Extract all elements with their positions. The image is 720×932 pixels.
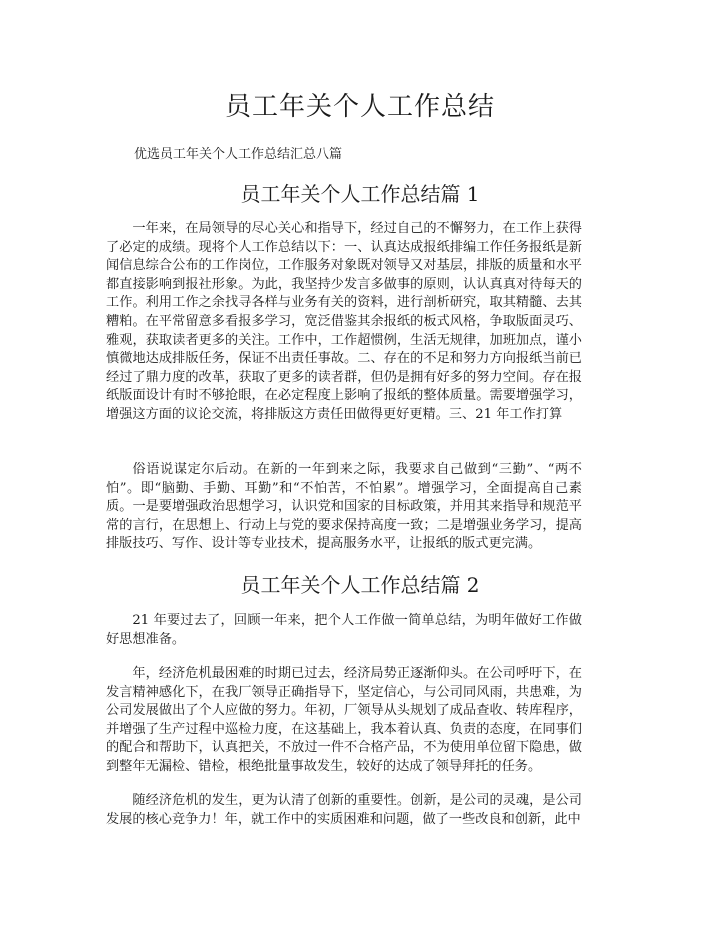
section-1-paragraph-2: 俗语说谋定尔后动。在新的一年到来之际，我要求自己做到“三勤”、“两不怕”。即“脑勤、手勤、耳勤”和“不怕苦，不怕累”。增强学习，全面提高自己素质。一是要增强政治思想学习，认识党和国家的目标政策，并用其来指导和规范平常的言行，在思想上、行动上与党的要求保持高度一致；二是增强业务学习，提高排版技巧、写作、设计等专业技术，提高服务水平，让报纸的版式更完满。 bbox=[106, 462, 582, 552]
document-title: 员工年关个人工作总结 bbox=[224, 92, 495, 122]
section-1-paragraph-1: 一年来，在局领导的尽心关心和指导下，经过自己的不懈努力，在工作上获得了必定的成绩。现将个人工作总结以下：一、认真达成报纸排编工作任务报纸是新闻信息综合公布的工作岗位，工作服务对象既对领导又对基层，排版的质量和水平都直接影响到报社形象。为此，我坚持少发言多做事的原则，认认真真对待每天的工作。利用工作之余找寻各样与业务有关的资料，进行剖析研究，取其精髓、去其糟粕。在平常留意多看报多学习，宽泛借鉴其余报纸的板式风格，争取版面灵巧、雅观，获取读者更多的关注。工作中，工作超惯例，生活无规律，加班加点，谨小慎微地达成排版任务，保证不出责任事故。二、存在的不足和努力方向报纸当前已经过了鼎力度的改革，获取了更多的读者群，但仍是拥有好多的努力空间。存在报纸版面设计有时不够抢眼，在必定程度上影响了报纸的整体质量。需要增强学习，增强这方面的议论交流，将排版这方责任田做得更好更精。三、21 年工作打算 bbox=[106, 221, 582, 422]
section-2-paragraph-2: 年，经济危机最困难的时期已过去，经济局势正逐渐仰头。在公司呼吁下，在发言精神感化下，在我厂领导正确指导下，坚定信心，与公司同风雨，共患难，为公司发展做出了个人应做的努力。年初，厂领导从头规划了成品查收、转库程序，并增强了生产过程中巡检力度，在这基础上，我本着认真、负责的态度，在同事们的配合和帮助下，认真把关，不放过一件不合格产品，不为使用单位留下隐患，做到整年无漏检、错检，根绝批量事故发生，较好的达成了领导拜托的任务。 bbox=[106, 666, 582, 774]
section-1-heading: 员工年关个人工作总结篇 1 bbox=[240, 182, 480, 206]
section-2-paragraph-1: 21 年要过去了，回顾一年来，把个人工作做一简单总结，为明年做好工作做好思想准备。 bbox=[106, 613, 582, 647]
document-subtitle: 优选员工年关个人工作总结汇总八篇 bbox=[134, 147, 343, 162]
section-2-heading: 员工年关个人工作总结篇 2 bbox=[240, 573, 480, 597]
section-2-paragraph-3: 随经济危机的发生，更为认清了创新的重要性。创新，是公司的灵魂，是公司发展的核心竞争力！年，就工作中的实质困难和问题，做了一些改良和创新，此中 bbox=[106, 793, 582, 827]
